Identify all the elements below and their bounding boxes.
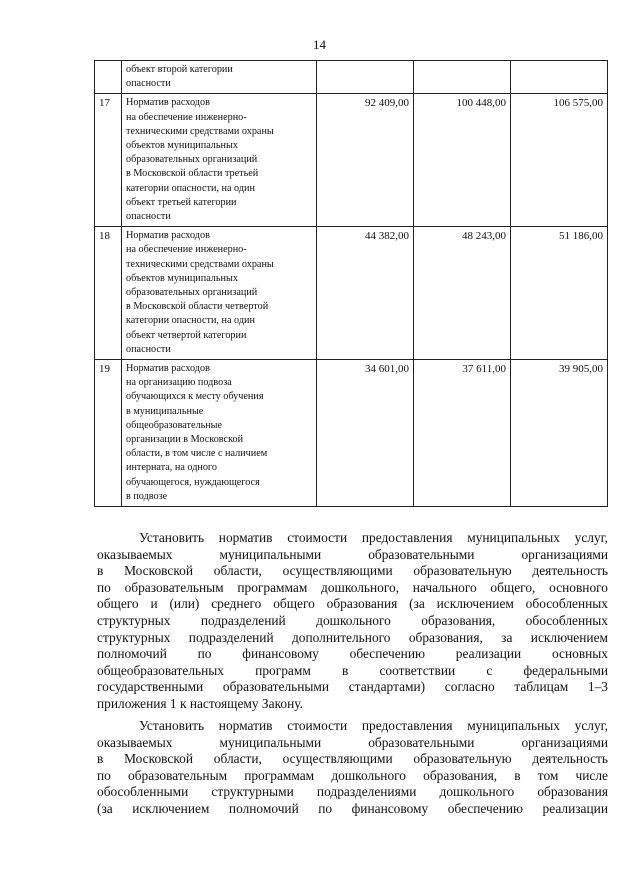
description-line: Норматив расходов — [126, 230, 210, 242]
value-cell — [414, 61, 511, 94]
norms-table — [94, 60, 608, 507]
text-line: Установить норматив стоимости предоставления муниципальных услуг, — [139, 530, 608, 545]
description-line: техническими средствами охраны — [126, 258, 274, 270]
description-line: техническими средствами охраны — [126, 125, 274, 137]
description-line: интерната, на одного — [126, 462, 217, 474]
description-line: в подвозе — [126, 490, 168, 502]
description-line: Норматив расходов — [126, 363, 210, 375]
description-line: образовательных организаций — [126, 154, 258, 166]
text-line: в Московской области, осуществляющими образовательную деятельность — [97, 563, 608, 579]
description-line: категории опасности, на один — [126, 182, 255, 194]
description-line: области, в том числе с наличием — [126, 448, 268, 460]
value-cell: 106 575,00 — [511, 94, 608, 227]
description-line: в Московской области третьей — [126, 168, 259, 180]
row-description — [122, 227, 317, 360]
description-line: на обеспечение инженерно- — [126, 111, 247, 123]
text-line: обособленными структурными подразделениями дошкольного образования — [97, 784, 608, 800]
text-line: Установить норматив стоимости предоставления муниципальных услуг, — [139, 718, 608, 733]
paragraph-2 — [97, 718, 608, 818]
row-number: 18 — [95, 227, 122, 360]
text-line: общеобразовательных программ в соответствии с федеральными — [97, 662, 608, 678]
description-line: Норматив расходов — [126, 97, 210, 109]
description-line: опасности — [126, 211, 171, 223]
description-line: обучающегося, нуждающегося — [126, 476, 260, 488]
value-cell: 44 382,00 — [317, 227, 414, 360]
table-row — [95, 94, 608, 227]
page-number: 14 — [313, 37, 326, 52]
value-cell — [511, 61, 608, 94]
description-line: опасности — [126, 78, 171, 90]
value-cell: 48 243,00 — [414, 227, 511, 360]
description-line: на организацию подвоза — [126, 377, 232, 389]
text-line: оказываемых муниципальными образовательными организациями — [97, 734, 608, 750]
description-line: общеобразовательные — [126, 419, 223, 431]
value-cell: 39 905,00 — [511, 360, 608, 507]
description-line: объектов муниципальных — [126, 272, 238, 284]
text-line: полномочий по финансовому обеспечению реализации основных — [97, 646, 608, 662]
row-description — [122, 94, 317, 227]
table-row — [95, 360, 608, 507]
text-line: по образовательным программам дошкольного, начального общего, основного — [97, 579, 608, 595]
value-cell — [317, 61, 414, 94]
row-number: 19 — [95, 360, 122, 507]
description-line: в Московской области четвертой — [126, 301, 269, 313]
text-line: в Московской области, осуществляющими образовательную деятельность — [97, 751, 608, 767]
paragraph-1 — [97, 530, 608, 713]
row-number: 17 — [95, 94, 122, 227]
description-line: образовательных организаций — [126, 287, 258, 299]
text-line: структурных подразделений дошкольного образования, обособленных — [97, 612, 608, 628]
description-line: объект второй категории — [126, 64, 233, 75]
value-cell: 37 611,00 — [414, 360, 511, 507]
table-row — [95, 61, 608, 94]
description-line: объект третьей категории — [126, 196, 237, 208]
text-line: оказываемых муниципальными образовательными организациями — [97, 546, 608, 562]
value-cell: 51 186,00 — [511, 227, 608, 360]
description-line: обучающихся к месту обучения — [126, 391, 264, 403]
table-row — [95, 227, 608, 360]
description-line: категории опасности, на один — [126, 315, 255, 327]
description-line: объектов муниципальных — [126, 140, 238, 152]
text-line: приложения 1 к настоящему Закону. — [97, 695, 303, 711]
row-number — [95, 61, 122, 94]
text-line: по образовательным программам дошкольного образования, в том числе — [97, 767, 608, 783]
row-description — [122, 61, 317, 94]
row-description — [122, 360, 317, 507]
description-line: в муниципальные — [126, 405, 204, 417]
text-line: общего и (или) среднего общего образования (за исключением обособленных — [97, 596, 608, 612]
value-cell: 34 601,00 — [317, 360, 414, 507]
description-line: на обеспечение инженерно- — [126, 244, 247, 256]
text-line: структурных подразделений дополнительного образования, за исключением — [97, 629, 608, 645]
description-line: опасности — [126, 343, 171, 355]
text-line: (за исключением полномочий по финансовому обеспечению реализации — [97, 800, 608, 816]
value-cell: 92 409,00 — [317, 94, 414, 227]
value-cell: 100 448,00 — [414, 94, 511, 227]
text-line: государственными образовательными стандартами) согласно таблицам 1–3 — [97, 679, 608, 695]
description-line: организации в Московской — [126, 434, 244, 446]
description-line: объект четвертой категории — [126, 329, 247, 341]
